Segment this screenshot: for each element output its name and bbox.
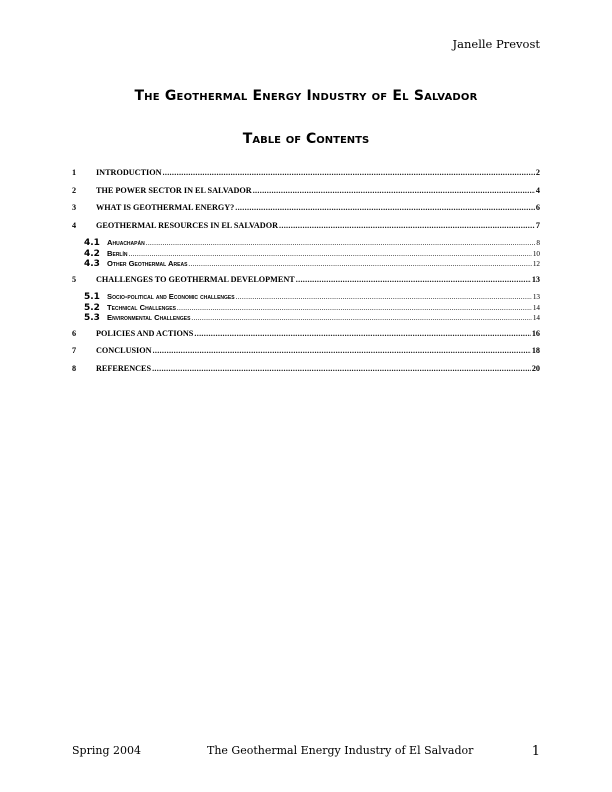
toc-entry-number: 3 (72, 203, 77, 212)
toc-entry-7[interactable] (72, 346, 540, 364)
toc-entry-number: 5.1 (84, 292, 100, 302)
toc-entry-6[interactable] (72, 329, 540, 347)
toc-entry-label: CONCLUSION (96, 346, 152, 355)
toc-entry-label: THE POWER SECTOR IN EL SALVADOR (96, 185, 252, 195)
toc-entry-number: 6 (72, 328, 77, 338)
toc-entry-label: REFERENCES (96, 363, 152, 373)
header-author: Janelle Prevost (452, 37, 540, 51)
toc-entry-4-1[interactable] (72, 238, 540, 249)
toc-dot-leader (152, 364, 531, 373)
toc-entry-number: 5.2 (84, 302, 100, 313)
toc-entry-5[interactable] (72, 275, 540, 293)
toc-entry-5-2[interactable] (72, 303, 540, 314)
toc-entry-5-1[interactable] (72, 292, 540, 303)
toc-dot-leader (191, 314, 531, 322)
toc-entry-5-3[interactable] (72, 313, 540, 324)
footer-page-number: 1 (531, 744, 540, 759)
toc-entry-number: 4 (72, 220, 77, 230)
table-of-contents (72, 168, 540, 381)
toc-entry-label: Ahuachapán (107, 238, 145, 247)
toc-entry-label: WHAT IS GEOTHERMAL ENERGY? (96, 203, 235, 212)
toc-entry-label: Environmental Challenges (107, 313, 191, 322)
toc-dot-leader (279, 221, 535, 230)
toc-entry-label: Socio-political and Economic challenges (107, 292, 235, 301)
toc-entry-page: 20 (531, 363, 540, 373)
toc-entry-page: 16 (531, 328, 540, 338)
toc-entry-4-3[interactable] (72, 259, 540, 270)
toc-entry-number: 5 (72, 274, 77, 284)
toc-entry-4[interactable] (72, 221, 540, 239)
toc-entry-label: CHALLENGES TO GEOTHERMAL DEVELOPMENT (96, 274, 295, 284)
toc-entry-label: INTRODUCTION (96, 168, 162, 177)
toc-entry-page: 10 (532, 249, 540, 258)
toc-entry-number: 4.1 (84, 238, 100, 248)
toc-dot-leader (236, 293, 532, 301)
toc-dot-leader (188, 260, 531, 268)
toc-entry-number: 2 (72, 185, 77, 195)
footer-title: The Geothermal Energy Industry of El Salvador (207, 744, 474, 757)
toc-entry-number: 7 (72, 346, 77, 355)
toc-entry-3[interactable] (72, 203, 540, 221)
toc-dot-leader (296, 275, 531, 284)
toc-dot-leader (128, 250, 531, 258)
toc-entry-page: 14 (532, 303, 540, 312)
toc-entry-label: Other Geothermal Areas (107, 259, 188, 268)
toc-entry-page: 13 (531, 274, 540, 284)
toc-entry-label: GEOTHERMAL RESOURCES IN EL SALVADOR (96, 220, 278, 230)
toc-entry-number: 8 (72, 363, 77, 373)
toc-entry-4-2[interactable] (72, 249, 540, 260)
toc-entry-page: 18 (531, 346, 540, 355)
toc-entry-page: 12 (532, 260, 540, 268)
toc-entry-8[interactable] (72, 364, 540, 382)
toc-entry-page: 8 (536, 239, 540, 247)
toc-entry-2[interactable] (72, 186, 540, 204)
toc-entry-number: 4.3 (84, 259, 100, 269)
toc-entry-label: Technical Challenges (107, 302, 176, 312)
toc-entry-page: 4 (535, 185, 540, 195)
toc-entry-page: 7 (535, 220, 540, 230)
toc-dot-leader (253, 186, 535, 195)
toc-entry-page: 2 (535, 168, 540, 177)
toc-entry-label: POLICIES AND ACTIONS (96, 328, 194, 338)
toc-dot-leader (163, 168, 535, 177)
toc-dot-leader (146, 239, 536, 247)
toc-entry-page: 14 (532, 314, 540, 322)
toc-entry-number: 1 (72, 168, 77, 177)
toc-dot-leader (177, 304, 532, 312)
toc-entry-1[interactable] (72, 168, 540, 186)
footer-date: Spring 2004 (72, 744, 141, 757)
toc-entry-page: 13 (532, 293, 540, 301)
toc-dot-leader (235, 203, 535, 212)
document-title: The Geothermal Energy Industry of El Salvador (134, 88, 478, 104)
toc-entry-label: Berlín (107, 248, 128, 258)
toc-heading: Table of Contents (242, 131, 370, 147)
toc-entry-page: 6 (535, 203, 540, 212)
toc-dot-leader (153, 346, 531, 355)
toc-dot-leader (194, 329, 530, 338)
toc-entry-number: 5.3 (84, 313, 100, 323)
toc-entry-number: 4.2 (84, 248, 100, 259)
